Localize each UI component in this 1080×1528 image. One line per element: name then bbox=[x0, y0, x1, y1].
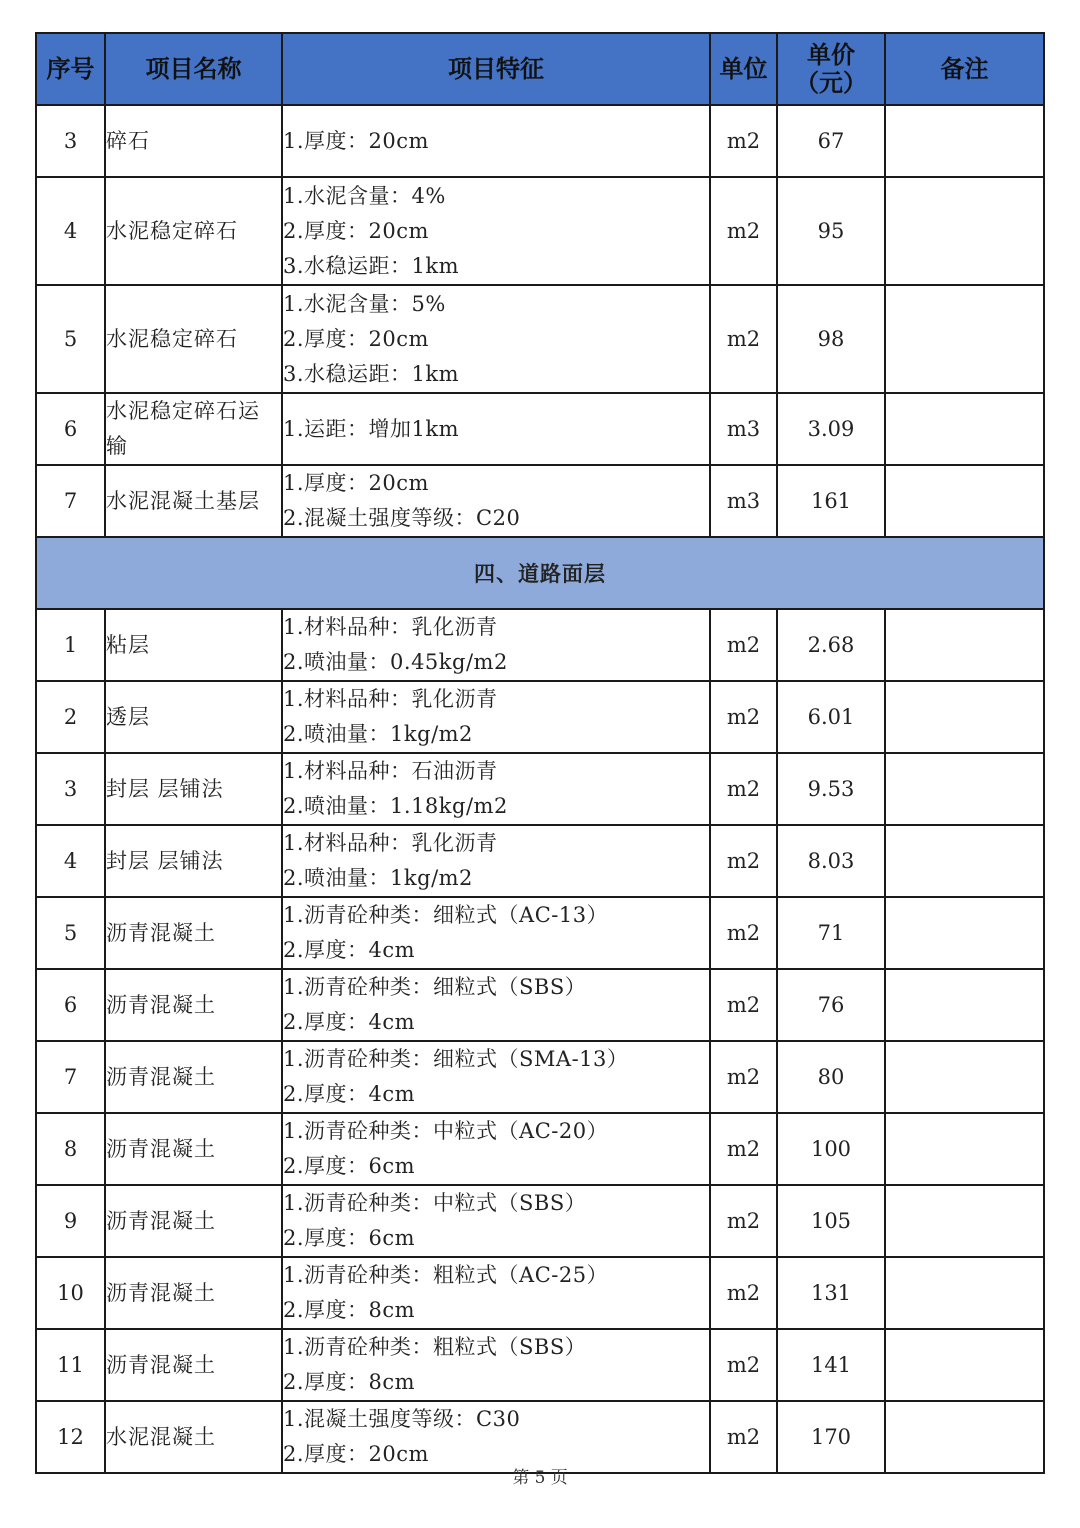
cell-price: 71 bbox=[777, 897, 885, 969]
cell-name: 粘层 bbox=[105, 609, 282, 681]
cell-feature: 1.沥青砼种类：中粒式（AC-20） 2.厚度：6cm bbox=[282, 1113, 710, 1185]
cell-seq: 1 bbox=[36, 609, 105, 681]
cell-seq: 12 bbox=[36, 1401, 105, 1473]
cell-feature: 1.沥青砼种类：细粒式（SBS） 2.厚度：4cm bbox=[282, 969, 710, 1041]
section-title: 四、道路面层 bbox=[36, 537, 1044, 609]
cell-feature: 1.混凝土强度等级：C30 2.厚度：20cm bbox=[282, 1401, 710, 1473]
cell-remark bbox=[885, 1329, 1044, 1401]
cell-price: 80 bbox=[777, 1041, 885, 1113]
cell-unit: m2 bbox=[710, 285, 777, 393]
cell-unit: m2 bbox=[710, 969, 777, 1041]
cell-name: 沥青混凝土 bbox=[105, 1329, 282, 1401]
cell-seq: 7 bbox=[36, 465, 105, 537]
cell-unit: m2 bbox=[710, 1185, 777, 1257]
page-number: 第 5 页 bbox=[512, 1468, 568, 1488]
cell-name: 沥青混凝土 bbox=[105, 969, 282, 1041]
table-row bbox=[36, 969, 1044, 1041]
cell-remark bbox=[885, 681, 1044, 753]
cell-price: 76 bbox=[777, 969, 885, 1041]
cell-feature: 1.材料品种：乳化沥青 2.喷油量：1kg/m2 bbox=[282, 825, 710, 897]
cell-unit: m2 bbox=[710, 1041, 777, 1113]
header-feature: 项目特征 bbox=[282, 33, 710, 105]
cell-remark bbox=[885, 609, 1044, 681]
cell-unit: m2 bbox=[710, 1329, 777, 1401]
cell-name: 透层 bbox=[105, 681, 282, 753]
cell-seq: 6 bbox=[36, 969, 105, 1041]
cell-name: 水泥稳定碎石 bbox=[105, 285, 282, 393]
cell-seq: 6 bbox=[36, 393, 105, 465]
cell-price: 100 bbox=[777, 1113, 885, 1185]
header-remark: 备注 bbox=[885, 33, 1044, 105]
cell-price: 98 bbox=[777, 285, 885, 393]
cell-unit: m2 bbox=[710, 753, 777, 825]
cell-seq: 5 bbox=[36, 897, 105, 969]
table-row bbox=[36, 897, 1044, 969]
cell-name: 水泥稳定碎石 bbox=[105, 177, 282, 285]
cell-name: 碎石 bbox=[105, 105, 282, 177]
cell-feature: 1.沥青砼种类：粗粒式（AC-25） 2.厚度：8cm bbox=[282, 1257, 710, 1329]
price-table bbox=[35, 32, 1045, 1474]
cell-unit: m2 bbox=[710, 105, 777, 177]
table-row bbox=[36, 393, 1044, 465]
table-row bbox=[36, 1257, 1044, 1329]
header-row bbox=[36, 33, 1044, 105]
cell-seq: 11 bbox=[36, 1329, 105, 1401]
cell-price: 8.03 bbox=[777, 825, 885, 897]
table-row bbox=[36, 753, 1044, 825]
cell-remark bbox=[885, 393, 1044, 465]
table-row bbox=[36, 285, 1044, 393]
cell-remark bbox=[885, 465, 1044, 537]
cell-seq: 4 bbox=[36, 825, 105, 897]
table-body-part1 bbox=[36, 105, 1044, 537]
cell-name: 水泥稳定碎石运输 bbox=[105, 393, 282, 465]
cell-remark bbox=[885, 1257, 1044, 1329]
cell-name: 沥青混凝土 bbox=[105, 1185, 282, 1257]
cell-seq: 8 bbox=[36, 1113, 105, 1185]
table-row bbox=[36, 1041, 1044, 1113]
cell-remark bbox=[885, 753, 1044, 825]
cell-remark bbox=[885, 105, 1044, 177]
cell-feature: 1.沥青砼种类：粗粒式（SBS） 2.厚度：8cm bbox=[282, 1329, 710, 1401]
cell-unit: m2 bbox=[710, 1257, 777, 1329]
cell-unit: m3 bbox=[710, 393, 777, 465]
cell-price: 141 bbox=[777, 1329, 885, 1401]
cell-feature: 1.水泥含量：5% 2.厚度：20cm 3.水稳运距：1km bbox=[282, 285, 710, 393]
cell-feature: 1.材料品种：乳化沥青 2.喷油量：0.45kg/m2 bbox=[282, 609, 710, 681]
header-name: 项目名称 bbox=[105, 33, 282, 105]
cell-name: 水泥混凝土 bbox=[105, 1401, 282, 1473]
cell-remark bbox=[885, 825, 1044, 897]
table-body-part2 bbox=[36, 609, 1044, 1473]
table-row bbox=[36, 177, 1044, 285]
table-row bbox=[36, 105, 1044, 177]
cell-seq: 7 bbox=[36, 1041, 105, 1113]
section-body bbox=[36, 537, 1044, 609]
header-seq: 序号 bbox=[36, 33, 105, 105]
cell-remark bbox=[885, 1041, 1044, 1113]
cell-feature: 1.材料品种：乳化沥青 2.喷油量：1kg/m2 bbox=[282, 681, 710, 753]
cell-feature: 1.材料品种：石油沥青 2.喷油量：1.18kg/m2 bbox=[282, 753, 710, 825]
cell-unit: m2 bbox=[710, 1401, 777, 1473]
cell-feature: 1.沥青砼种类：细粒式（AC-13） 2.厚度：4cm bbox=[282, 897, 710, 969]
cell-feature: 1.厚度：20cm 2.混凝土强度等级：C20 bbox=[282, 465, 710, 537]
table-row bbox=[36, 1329, 1044, 1401]
cell-feature: 1.运距：增加1km bbox=[282, 393, 710, 465]
cell-remark bbox=[885, 969, 1044, 1041]
cell-price: 131 bbox=[777, 1257, 885, 1329]
cell-feature: 1.沥青砼种类：中粒式（SBS） 2.厚度：6cm bbox=[282, 1185, 710, 1257]
cell-name: 沥青混凝土 bbox=[105, 897, 282, 969]
cell-name: 封层 层铺法 bbox=[105, 753, 282, 825]
cell-price: 9.53 bbox=[777, 753, 885, 825]
cell-price: 105 bbox=[777, 1185, 885, 1257]
cell-price: 67 bbox=[777, 105, 885, 177]
header-unit: 单位 bbox=[710, 33, 777, 105]
cell-remark bbox=[885, 177, 1044, 285]
cell-unit: m2 bbox=[710, 897, 777, 969]
cell-seq: 10 bbox=[36, 1257, 105, 1329]
cell-price: 6.01 bbox=[777, 681, 885, 753]
cell-seq: 9 bbox=[36, 1185, 105, 1257]
cell-remark bbox=[885, 1185, 1044, 1257]
table-row bbox=[36, 681, 1044, 753]
cell-feature: 1.厚度：20cm bbox=[282, 105, 710, 177]
cell-name: 水泥混凝土基层 bbox=[105, 465, 282, 537]
cell-seq: 2 bbox=[36, 681, 105, 753]
cell-seq: 3 bbox=[36, 105, 105, 177]
cell-name: 封层 层铺法 bbox=[105, 825, 282, 897]
cell-feature: 1.水泥含量：4% 2.厚度：20cm 3.水稳运距：1km bbox=[282, 177, 710, 285]
table-row bbox=[36, 825, 1044, 897]
table-row bbox=[36, 465, 1044, 537]
section-row bbox=[36, 537, 1044, 609]
cell-name: 沥青混凝土 bbox=[105, 1113, 282, 1185]
cell-name: 沥青混凝土 bbox=[105, 1257, 282, 1329]
cell-price: 161 bbox=[777, 465, 885, 537]
cell-seq: 5 bbox=[36, 285, 105, 393]
cell-price: 95 bbox=[777, 177, 885, 285]
cell-name: 沥青混凝土 bbox=[105, 1041, 282, 1113]
table-row bbox=[36, 1185, 1044, 1257]
cell-remark bbox=[885, 1113, 1044, 1185]
cell-price: 170 bbox=[777, 1401, 885, 1473]
cell-unit: m3 bbox=[710, 465, 777, 537]
table-row bbox=[36, 609, 1044, 681]
cell-unit: m2 bbox=[710, 609, 777, 681]
cell-feature: 1.沥青砼种类：细粒式（SMA-13） 2.厚度：4cm bbox=[282, 1041, 710, 1113]
cell-seq: 4 bbox=[36, 177, 105, 285]
cell-unit: m2 bbox=[710, 1113, 777, 1185]
cell-unit: m2 bbox=[710, 177, 777, 285]
cell-unit: m2 bbox=[710, 825, 777, 897]
table-row bbox=[36, 1113, 1044, 1185]
cell-price: 3.09 bbox=[777, 393, 885, 465]
cell-seq: 3 bbox=[36, 753, 105, 825]
cell-remark bbox=[885, 897, 1044, 969]
header-price: 单价 （元） bbox=[777, 33, 885, 105]
cell-remark bbox=[885, 285, 1044, 393]
cell-unit: m2 bbox=[710, 681, 777, 753]
cell-price: 2.68 bbox=[777, 609, 885, 681]
